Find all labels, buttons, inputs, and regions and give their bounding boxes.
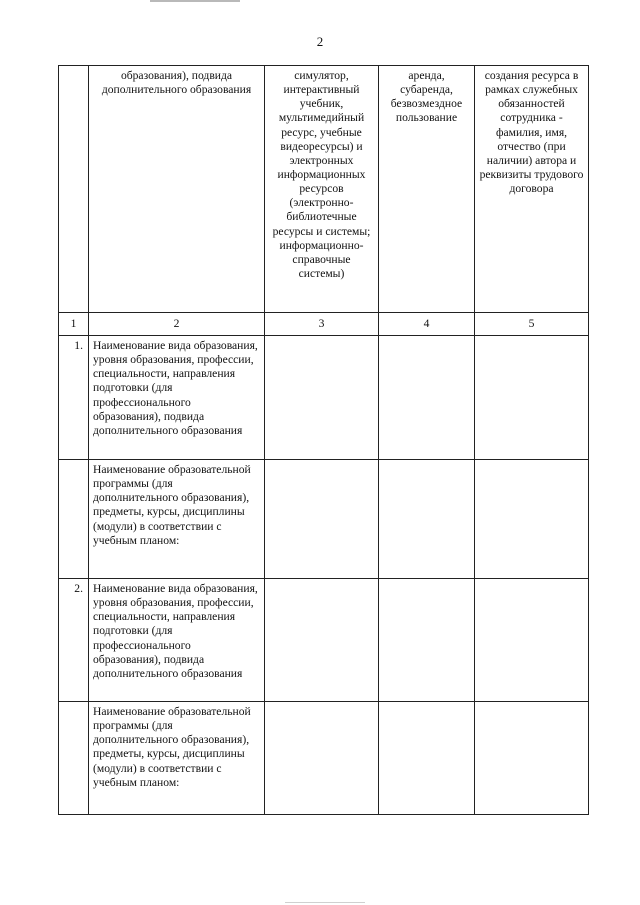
table-row <box>59 460 589 579</box>
cell-empty <box>379 336 475 460</box>
cell-empty <box>475 460 589 579</box>
column-index-2: 2 <box>89 313 265 336</box>
row-number: 1. <box>59 336 89 460</box>
cell-resource-types: симулятор, интерактивный учебник, мультимедийный ресурс, учебные видеоресурсы) и электронных информационных ресурсов (электронно-библиотечные ресурсы и системы; информационно-справочные системы) <box>265 66 379 313</box>
cell-empty <box>379 460 475 579</box>
cell-empty <box>379 702 475 815</box>
cell-empty <box>265 336 379 460</box>
table-row-continuation <box>59 66 589 313</box>
table-row <box>59 336 589 460</box>
row-description: Наименование вида образования, уровня образования, профессии, специальности, направления подготовки (для профессионального образования), подвида дополнительного образования <box>89 336 265 460</box>
column-index-1: 1 <box>59 313 89 336</box>
cell-empty <box>265 460 379 579</box>
resources-table <box>58 65 589 815</box>
cell-empty <box>59 66 89 313</box>
cell-empty <box>475 336 589 460</box>
column-index-5: 5 <box>475 313 589 336</box>
table-row-column-index <box>59 313 589 336</box>
cell-empty <box>475 702 589 815</box>
table-row <box>59 579 589 702</box>
table-row <box>59 702 589 815</box>
cell-empty <box>265 579 379 702</box>
cell-empty <box>475 579 589 702</box>
row-description: Наименование образовательной программы (для дополнительного образования), предметы, курсы, дисциплины (модули) в соответствии с учебным планом: <box>89 460 265 579</box>
page-number: 2 <box>316 34 324 49</box>
cell-empty <box>265 702 379 815</box>
cell-author-details: создания ресурса в рамках служебных обязанностей сотрудника - фамилия, имя, отчество (при наличии) автора и реквизиты трудового договора <box>475 66 589 313</box>
scan-artifact <box>285 902 365 903</box>
column-index-3: 3 <box>265 313 379 336</box>
row-number <box>59 702 89 815</box>
row-number <box>59 460 89 579</box>
cell-continued-text: образования), подвида дополнительного образования <box>89 66 265 313</box>
row-description: Наименование вида образования, уровня образования, профессии, специальности, направления подготовки (для профессионального образования), подвида дополнительного образования <box>89 579 265 702</box>
cell-empty <box>379 579 475 702</box>
cell-usage-basis: аренда, субаренда, безвозмездное пользование <box>379 66 475 313</box>
scan-artifact <box>150 0 240 2</box>
row-number: 2. <box>59 579 89 702</box>
column-index-4: 4 <box>379 313 475 336</box>
row-description: Наименование образовательной программы (для дополнительного образования), предметы, курсы, дисциплины (модули) в соответствии с учебным планом: <box>89 702 265 815</box>
